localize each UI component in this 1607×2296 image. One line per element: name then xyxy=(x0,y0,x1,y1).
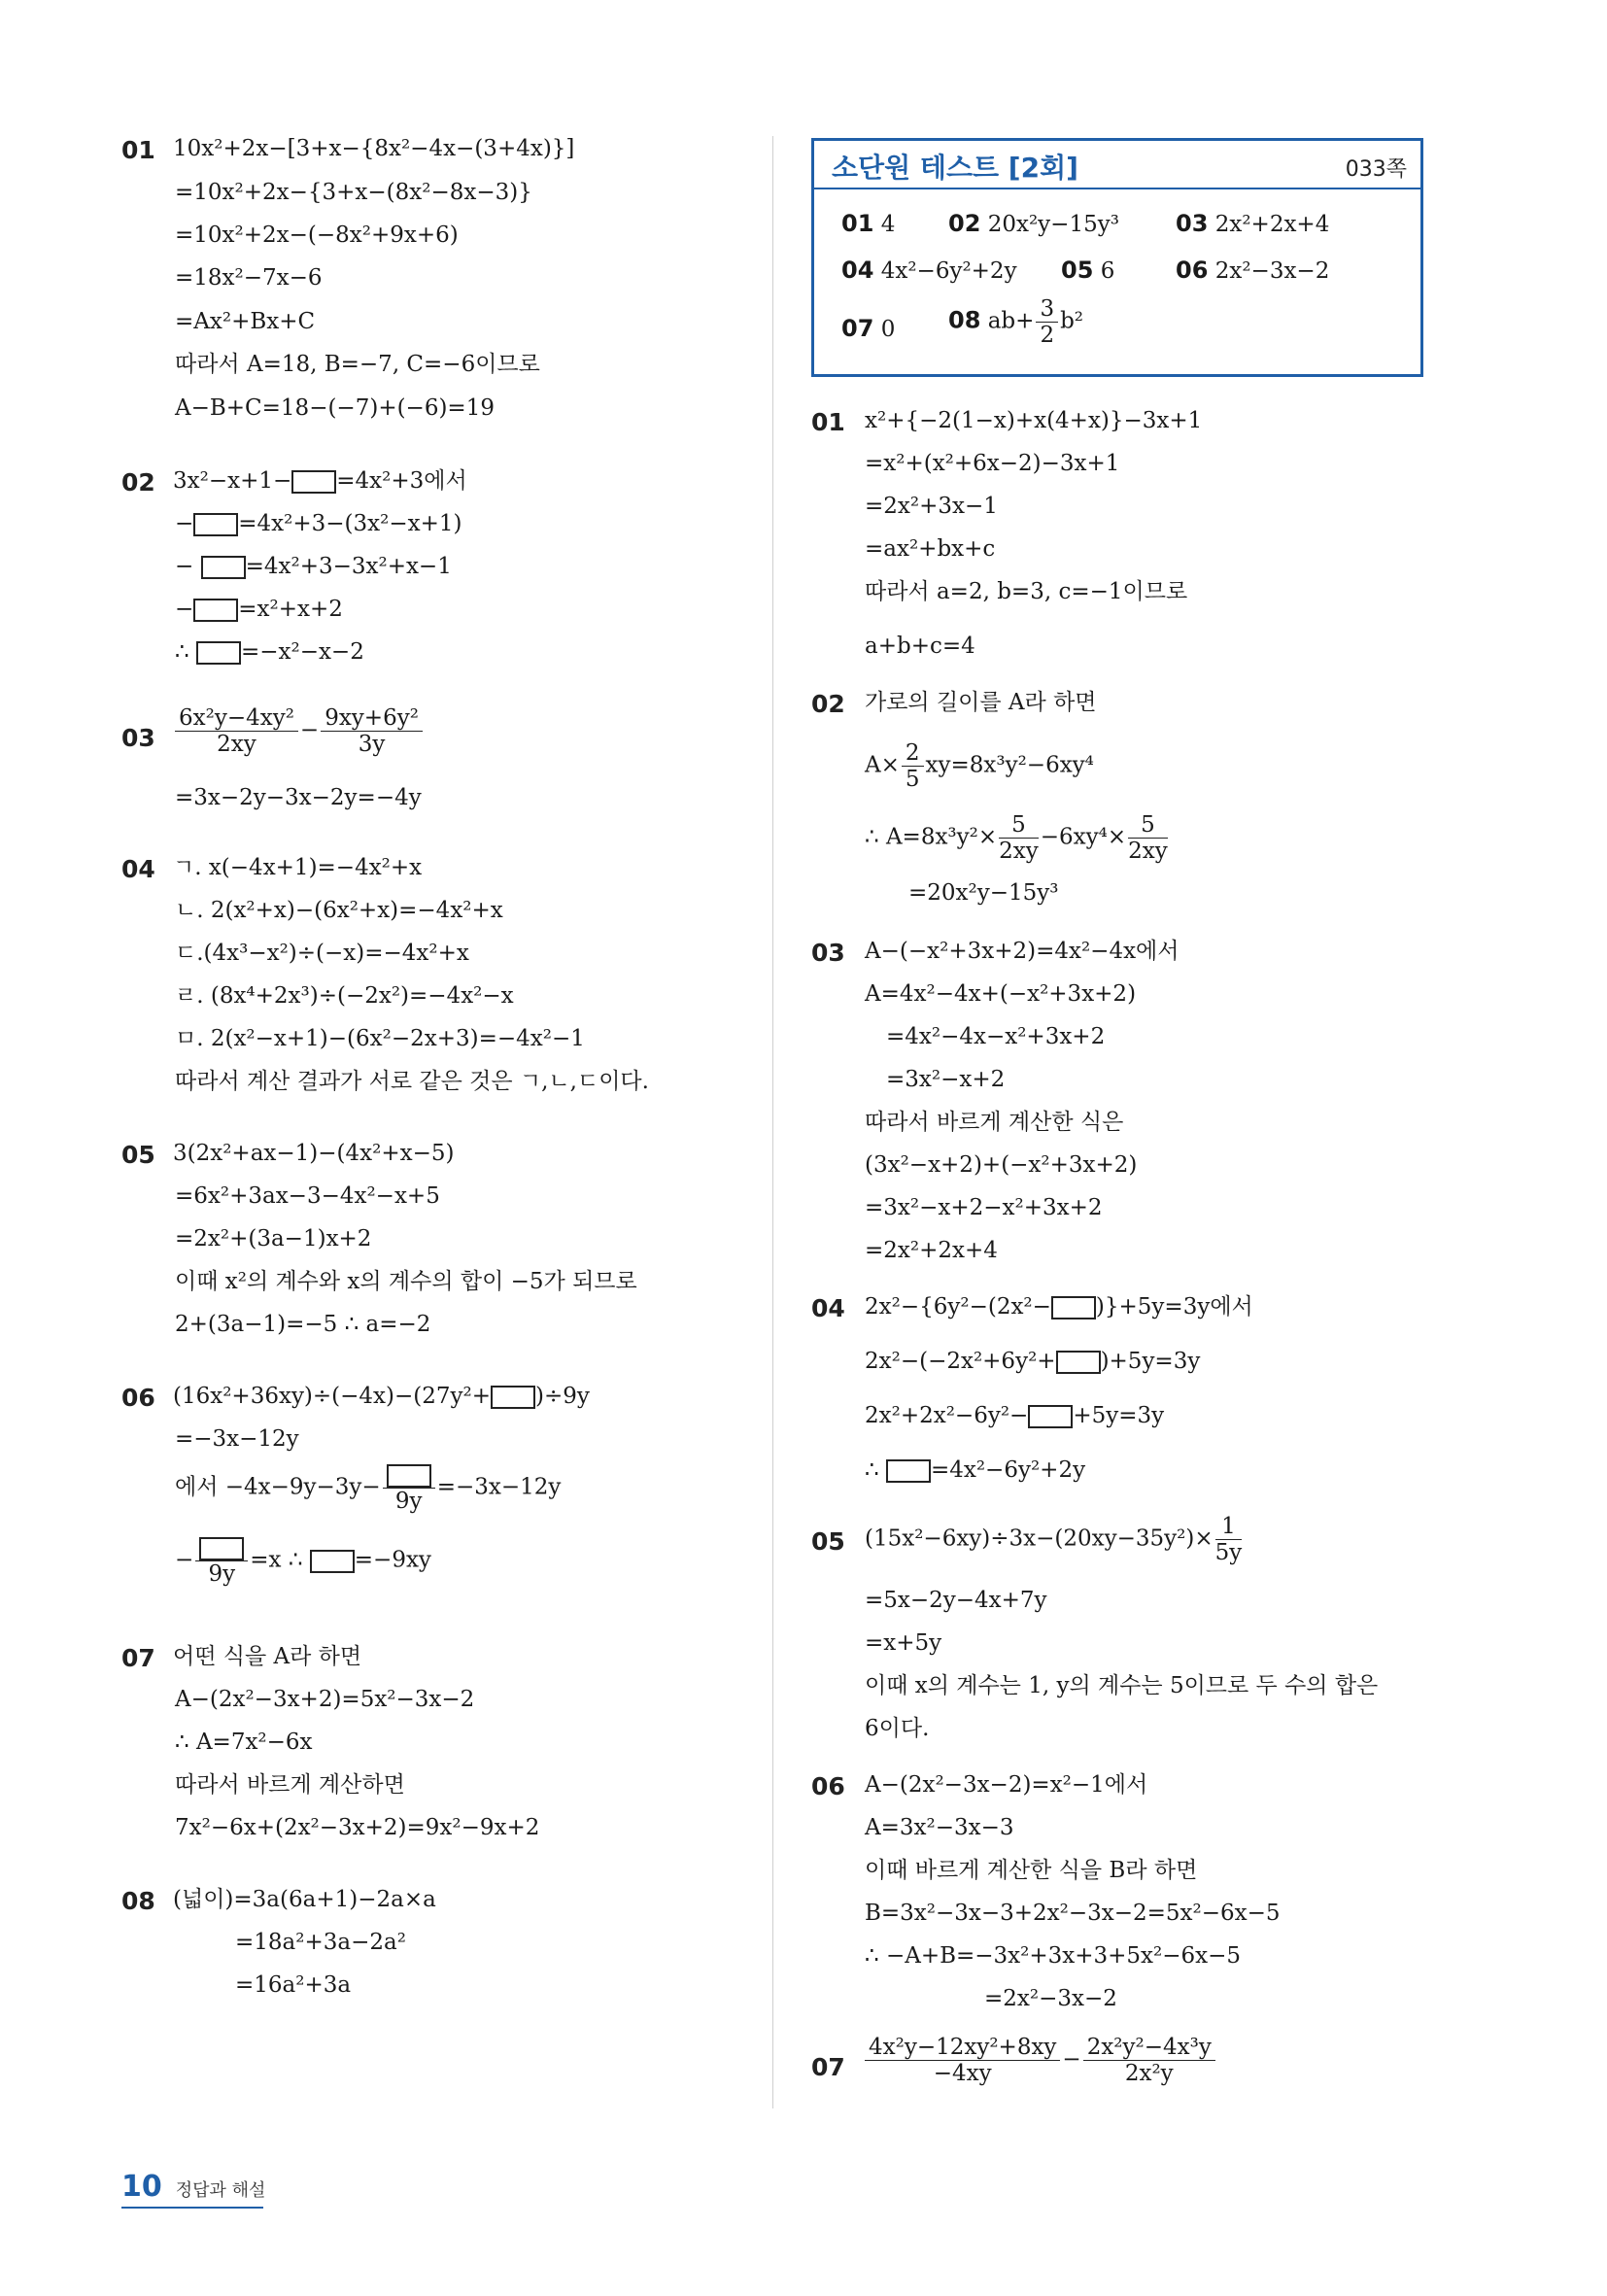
expr-part: 2x²+2x²−6y²− xyxy=(865,1403,1029,1428)
expr-part: )+5y=3y xyxy=(1100,1349,1201,1374)
denominator: 2xy xyxy=(1128,839,1168,864)
solution-line: =10x²+2x−{3+x−(8x²−8x−3)} xyxy=(175,180,532,205)
solution-line: ㄹ. (8x⁴+2x³)÷(−2x²)=−4x²−x xyxy=(175,983,514,1009)
blank-box xyxy=(201,556,246,579)
solution-line: =5x−2y−4x+7y xyxy=(865,1588,1047,1613)
solution-line: =18a²+3a−2a² xyxy=(235,1930,406,1955)
blank-box xyxy=(291,470,336,494)
solution-line: 10x²+2x−[3+x−{8x²−4x−(3+4x)}] xyxy=(173,136,575,161)
problem-number-01: 01 xyxy=(121,136,155,164)
denominator: 2xy xyxy=(999,839,1039,864)
solution-line xyxy=(175,637,364,667)
fraction xyxy=(902,740,924,792)
numerator: 2 xyxy=(902,740,924,767)
fraction-expression xyxy=(863,2035,1217,2086)
expr-part: =−x²−x−2 xyxy=(240,639,364,665)
solution-line xyxy=(865,812,1170,864)
problem-number-03: 03 xyxy=(121,724,155,752)
solution-line: ㄴ. 2(x²+x)−(6x²+x)=−4x²+x xyxy=(175,898,503,923)
numerator: 2x²y²−4x³y xyxy=(1083,2035,1215,2061)
expr-part: 2x²−{6y²−(2x²− xyxy=(865,1294,1051,1319)
expr-part: (16x²+36xy)÷(−4x)−(27y²+ xyxy=(173,1384,491,1409)
blank-box xyxy=(193,599,238,622)
answer-item xyxy=(1176,209,1329,239)
solution-line: (3x²−x+2)+(−x²+3x+2) xyxy=(865,1152,1138,1178)
solution-line: 가로의 길이를 A라 하면 xyxy=(865,690,1097,715)
expr-part: − xyxy=(175,597,194,622)
blank-box xyxy=(387,1464,431,1488)
answer-number: 02 xyxy=(948,210,981,237)
solution-line xyxy=(175,509,462,538)
denominator: 2x²y xyxy=(1124,2061,1174,2086)
solution-line: 따라서 바르게 계산하면 xyxy=(175,1772,405,1798)
solution-line: A=4x²−4x+(−x²+3x+2) xyxy=(865,981,1137,1007)
answer-value: 20x²y−15y³ xyxy=(987,212,1119,237)
problem-number-02: 02 xyxy=(121,468,155,497)
solution-line: 이때 x²의 계수와 x의 계수의 합이 −5가 되므로 xyxy=(175,1269,637,1294)
blank-box xyxy=(1028,1405,1073,1428)
solution-line: =Ax²+Bx+C xyxy=(175,309,316,334)
solution-line: A−B+C=18−(−7)+(−6)=19 xyxy=(175,395,495,421)
answer-item xyxy=(948,296,1083,348)
column-divider xyxy=(772,136,773,2108)
answer-item xyxy=(1061,256,1114,286)
expr-part: =4x²+3에서 xyxy=(336,468,467,494)
numerator: 4x²y−12xy²+8xy xyxy=(865,2035,1060,2061)
solution-line: =2x²+3x−1 xyxy=(865,494,998,519)
solution-line: B=3x²−3x−3+2x²−3x−2=5x²−6x−5 xyxy=(865,1901,1281,1926)
answer-value: 0 xyxy=(880,317,896,342)
problem-number-05: 05 xyxy=(811,1527,845,1556)
expr-part: =x ∴ xyxy=(250,1547,310,1573)
fraction xyxy=(999,812,1039,864)
answer-item xyxy=(841,209,895,239)
blank-box xyxy=(491,1386,535,1409)
solution-line: =2x²+(3a−1)x+2 xyxy=(175,1226,372,1251)
problem-number-08: 08 xyxy=(121,1887,155,1915)
solution-line: ㄷ.(4x³−x²)÷(−x)=−4x²+x xyxy=(175,941,469,966)
solution-line xyxy=(865,1456,1085,1485)
problem-number-03: 03 xyxy=(811,939,845,967)
blank-box xyxy=(199,1537,244,1560)
solution-line: 7x²−6x+(2x²−3x+2)=9x²−9x+2 xyxy=(175,1815,540,1840)
solution-line: (넓이)=3a(6a+1)−2a×a xyxy=(173,1887,436,1912)
solution-line xyxy=(865,1401,1164,1430)
expr-part: )÷9y xyxy=(535,1384,590,1409)
operator: − xyxy=(1062,2046,1081,2073)
solution-line xyxy=(865,1347,1200,1376)
expr-part: +5y=3y xyxy=(1073,1403,1165,1428)
numerator: 3 xyxy=(1036,296,1058,323)
expr-part: ∴ xyxy=(865,1457,886,1483)
blank-box xyxy=(196,641,241,665)
solution-line: 이때 바르게 계산한 식을 B라 하면 xyxy=(865,1858,1198,1883)
fraction xyxy=(865,2035,1060,2086)
unit-test-title: 소단원 테스트 [2회] xyxy=(832,152,1078,184)
blank-box xyxy=(886,1459,931,1483)
solution-line xyxy=(175,552,452,581)
answer-number: 01 xyxy=(841,210,874,237)
fraction xyxy=(321,705,423,757)
solution-line: 2+(3a−1)=−5 ∴ a=−2 xyxy=(175,1312,431,1337)
expr-part: =x²+x+2 xyxy=(238,597,343,622)
unit-test-header xyxy=(814,141,1420,189)
expr-part: 3x²−x+1− xyxy=(173,468,292,494)
solution-line: ㅁ. 2(x²−x+1)−(6x²−2x+3)=−4x²−1 xyxy=(175,1026,585,1051)
expr-part: A× xyxy=(865,752,900,778)
expr-part: =4x²−6y²+2y xyxy=(930,1457,1086,1483)
denominator: 5 xyxy=(905,767,920,792)
answer-value: 2x²+2x+4 xyxy=(1214,212,1330,237)
unit-test-answer-box xyxy=(811,138,1423,377)
solution-line xyxy=(865,1292,1253,1321)
fraction xyxy=(1036,296,1058,348)
denominator: −4xy xyxy=(933,2061,992,2086)
numerator xyxy=(195,1535,248,1561)
problem-number-07: 07 xyxy=(811,2053,845,2081)
solution-line: =16a²+3a xyxy=(235,1972,352,1998)
answer-number: 03 xyxy=(1176,210,1209,237)
fraction-expression xyxy=(173,705,425,757)
expr-part: )}+5y=3y에서 xyxy=(1095,1294,1253,1319)
solution-line xyxy=(865,740,1094,792)
problem-number-01: 01 xyxy=(811,408,845,436)
expr-part: =4x²+3−3x²+x−1 xyxy=(245,554,452,579)
page-footer xyxy=(121,2170,265,2204)
solution-line: =20x²y−15y³ xyxy=(908,880,1059,906)
expr-part: 에서 −4x−9y−3y− xyxy=(175,1474,381,1500)
fraction xyxy=(195,1535,248,1587)
solution-line: =10x²+2x−(−8x²+9x+6) xyxy=(175,223,459,248)
problem-number-07: 07 xyxy=(121,1644,155,1672)
solution-line: a+b+c=4 xyxy=(865,634,975,659)
solution-line: =18x²−7x−6 xyxy=(175,265,323,291)
answer-item xyxy=(948,209,1119,239)
answer-value: 4 xyxy=(880,212,896,237)
numerator: 5 xyxy=(999,812,1039,839)
answer-item xyxy=(841,314,895,344)
expr-part: − xyxy=(175,554,201,579)
solution-line xyxy=(175,1535,431,1587)
fraction xyxy=(1215,1514,1243,1565)
solution-line: x²+{−2(1−x)+x(4+x)}−3x+1 xyxy=(865,408,1203,433)
problem-number-04: 04 xyxy=(121,855,155,883)
solution-line: ∴ −A+B=−3x²+3x+3+5x²−6x−5 xyxy=(865,1943,1242,1969)
answer-value: 4x²−6y²+2y xyxy=(880,258,1017,284)
answer-number: 04 xyxy=(841,257,874,284)
expr-part: =−9xy xyxy=(354,1547,431,1573)
blank-box xyxy=(1051,1296,1096,1319)
fraction xyxy=(175,705,298,757)
solution-line: A=3x²−3x−3 xyxy=(865,1815,1014,1840)
fraction xyxy=(1128,812,1168,864)
solution-line xyxy=(173,466,467,496)
solution-line: 따라서 A=18, B=−7, C=−6이므로 xyxy=(175,352,540,377)
denominator: 9y xyxy=(394,1489,423,1514)
solution-line: =ax²+bx+c xyxy=(865,536,996,562)
fraction xyxy=(383,1462,435,1514)
answer-number: 05 xyxy=(1061,257,1094,284)
solution-line: =3x²−x+2−x²+3x+2 xyxy=(865,1195,1103,1220)
solution-line: 이때 x의 계수는 1, y의 계수는 5이므로 두 수의 합은 xyxy=(865,1673,1379,1698)
solution-line: 어떤 식을 A라 하면 xyxy=(173,1644,362,1669)
solution-line: =4x²−4x−x²+3x+2 xyxy=(886,1024,1106,1049)
page-number: 10 xyxy=(121,2170,162,2204)
solution-line: A−(2x²−3x−2)=x²−1에서 xyxy=(865,1772,1148,1798)
solution-line: ㄱ. x(−4x+1)=−4x²+x xyxy=(173,855,423,880)
solution-line: 3(2x²+ax−1)−(4x²+x−5) xyxy=(173,1141,455,1166)
problem-number-04: 04 xyxy=(811,1294,845,1322)
solution-line: 따라서 계산 결과가 서로 같은 것은 ㄱ,ㄴ,ㄷ이다. xyxy=(175,1069,649,1094)
solution-line: ∴ A=7x²−6x xyxy=(175,1730,313,1755)
problem-number-06: 06 xyxy=(811,1772,845,1800)
answer-number: 07 xyxy=(841,315,874,342)
problem-number-02: 02 xyxy=(811,690,845,718)
blank-box xyxy=(193,513,238,536)
numerator: 1 xyxy=(1215,1514,1243,1540)
answer-value: 2x²−3x−2 xyxy=(1214,258,1330,284)
expr-part: (15x²−6xy)÷3x−(20xy−35y²)× xyxy=(865,1525,1214,1552)
solution-line: =3x²−x+2 xyxy=(886,1067,1006,1092)
expr-part: xy=8x³y²−6xy⁴ xyxy=(925,752,1094,778)
answer-number: 06 xyxy=(1176,257,1209,284)
answer-number: 08 xyxy=(948,306,981,334)
solution-line: 따라서 바르게 계산한 식은 xyxy=(865,1110,1124,1135)
solution-line: A−(−x²+3x+2)=4x²−4x에서 xyxy=(865,939,1180,964)
expr-part: =4x²+3−(3x²−x+1) xyxy=(238,511,462,536)
solution-line: =−3x−12y xyxy=(175,1426,299,1452)
solution-line: =6x²+3ax−3−4x²−x+5 xyxy=(175,1183,440,1209)
solution-line: 따라서 a=2, b=3, c=−1이므로 xyxy=(865,579,1188,604)
expr-part: ∴ xyxy=(175,639,196,665)
answer-value: 6 xyxy=(1100,258,1115,284)
denominator: 2 xyxy=(1040,323,1055,348)
problem-number-06: 06 xyxy=(121,1384,155,1412)
problem-number-05: 05 xyxy=(121,1141,155,1169)
unit-test-page-ref: 033쪽 xyxy=(1345,157,1407,182)
solution-line: =3x−2y−3x−2y=−4y xyxy=(175,785,422,810)
footer-label: 정답과 해설 xyxy=(175,2180,266,2201)
expr-part: ∴ A=8x³y²× xyxy=(865,824,998,850)
expr-part: − xyxy=(175,1547,194,1573)
expr-part: −6xy⁴× xyxy=(1040,824,1127,850)
denominator: 2xy xyxy=(217,732,256,757)
fraction xyxy=(1083,2035,1215,2086)
solution-line: =x+5y xyxy=(865,1630,942,1656)
answer-item xyxy=(841,256,1017,286)
answer-item xyxy=(1176,256,1329,286)
solution-line xyxy=(173,1382,590,1411)
numerator: 6x²y−4xy² xyxy=(175,705,298,732)
numerator: 5 xyxy=(1128,812,1168,839)
footer-underline xyxy=(121,2207,263,2209)
solution-line: A−(2x²−3x+2)=5x²−3x−2 xyxy=(175,1687,475,1712)
solution-line: 6이다. xyxy=(865,1716,930,1741)
solution-line xyxy=(865,1514,1244,1565)
denominator: 3y xyxy=(358,732,386,757)
solution-line: =2x²−3x−2 xyxy=(984,1986,1117,2011)
solution-line: =2x²+2x+4 xyxy=(865,1238,998,1263)
operator: − xyxy=(299,717,320,743)
numerator xyxy=(383,1462,435,1489)
solution-line xyxy=(175,1462,561,1514)
blank-box xyxy=(1056,1351,1101,1374)
numerator: 9xy+6y² xyxy=(321,705,423,732)
expr-part: =−3x−12y xyxy=(436,1474,562,1500)
blank-box xyxy=(310,1550,355,1573)
denominator: 9y xyxy=(208,1561,236,1587)
answer-value: ab+ xyxy=(987,308,1035,334)
expr-part: 2x²−(−2x²+6y²+ xyxy=(865,1349,1056,1374)
denominator: 5y xyxy=(1214,1540,1243,1565)
expr-part: − xyxy=(175,511,194,536)
solution-line: =x²+(x²+6x−2)−3x+1 xyxy=(865,451,1120,476)
solution-line xyxy=(175,595,343,624)
answer-value: b² xyxy=(1060,308,1084,334)
